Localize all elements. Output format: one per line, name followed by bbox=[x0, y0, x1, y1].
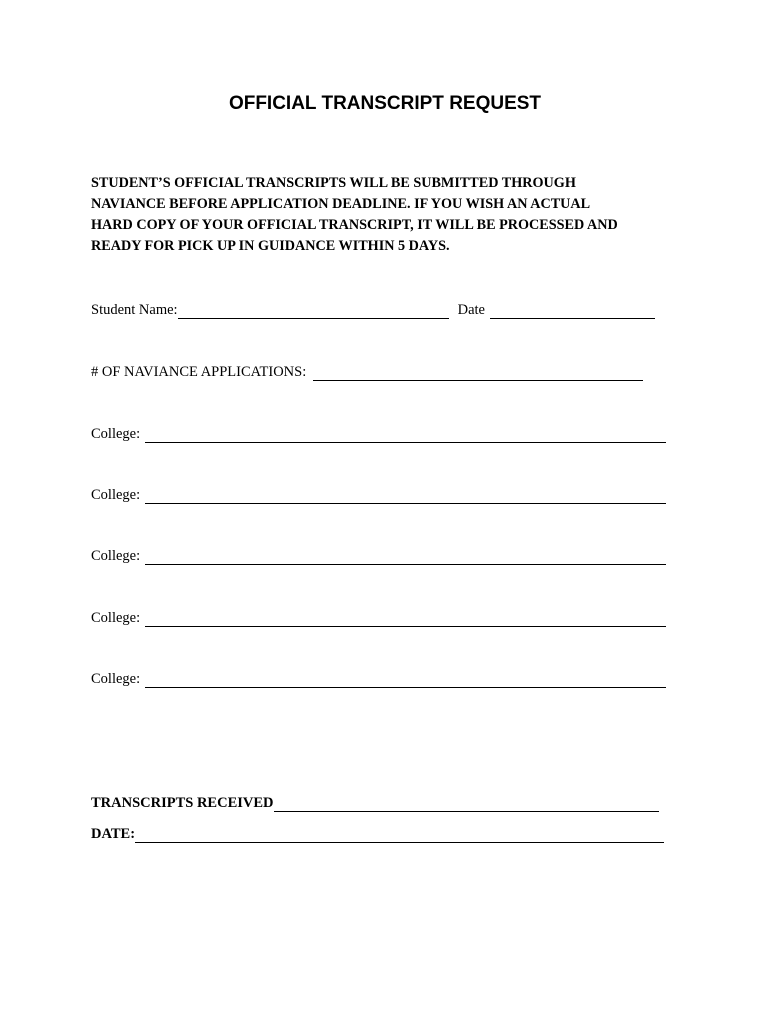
transcripts-received-field[interactable] bbox=[274, 797, 659, 812]
student-name-label: Student Name: bbox=[91, 302, 178, 318]
college-field-2[interactable] bbox=[145, 489, 666, 504]
received-date-field[interactable] bbox=[135, 828, 664, 843]
form-title: OFFICIAL TRANSCRIPT REQUEST bbox=[228, 93, 542, 114]
received-date-row bbox=[91, 826, 664, 843]
naviance-count-field[interactable] bbox=[313, 366, 643, 381]
college-row-2 bbox=[91, 487, 666, 504]
intro-paragraph: STUDENT’S OFFICIAL TRANSCRIPTS WILL BE SUBMITTED THROUGH NAVIANCE BEFORE APPLICATION DEADLINE. IF YOU WISH AN ACTUAL HARD COPY OF YOUR OFFICIAL TRANSCRIPT, IT WILL BE PROCESSED AND READY FOR PICK UP IN GUIDANCE WITHIN 5 DAYS. bbox=[91, 175, 618, 254]
college-label: College: bbox=[91, 610, 141, 626]
naviance-row bbox=[91, 364, 643, 381]
college-field-4[interactable] bbox=[145, 612, 666, 627]
college-field-1[interactable] bbox=[145, 428, 666, 443]
college-label: College: bbox=[91, 671, 141, 687]
college-row-1 bbox=[91, 426, 666, 443]
received-date-label: DATE: bbox=[91, 826, 136, 842]
college-row-4 bbox=[91, 610, 666, 627]
student-name-row bbox=[91, 302, 655, 319]
date-field[interactable] bbox=[490, 304, 655, 319]
transcripts-received-row bbox=[91, 795, 659, 812]
transcripts-received-label: TRANSCRIPTS RECEIVED bbox=[91, 795, 274, 811]
date-label: Date bbox=[457, 302, 485, 318]
naviance-label: # OF NAVIANCE APPLICATIONS: bbox=[91, 364, 307, 380]
college-label: College: bbox=[91, 487, 141, 503]
college-row-3 bbox=[91, 548, 666, 565]
student-name-field[interactable] bbox=[178, 304, 449, 319]
college-label: College: bbox=[91, 548, 141, 564]
college-field-3[interactable] bbox=[145, 550, 666, 565]
college-field-5[interactable] bbox=[145, 673, 666, 688]
college-row-5 bbox=[91, 671, 666, 688]
college-label: College: bbox=[91, 426, 141, 442]
